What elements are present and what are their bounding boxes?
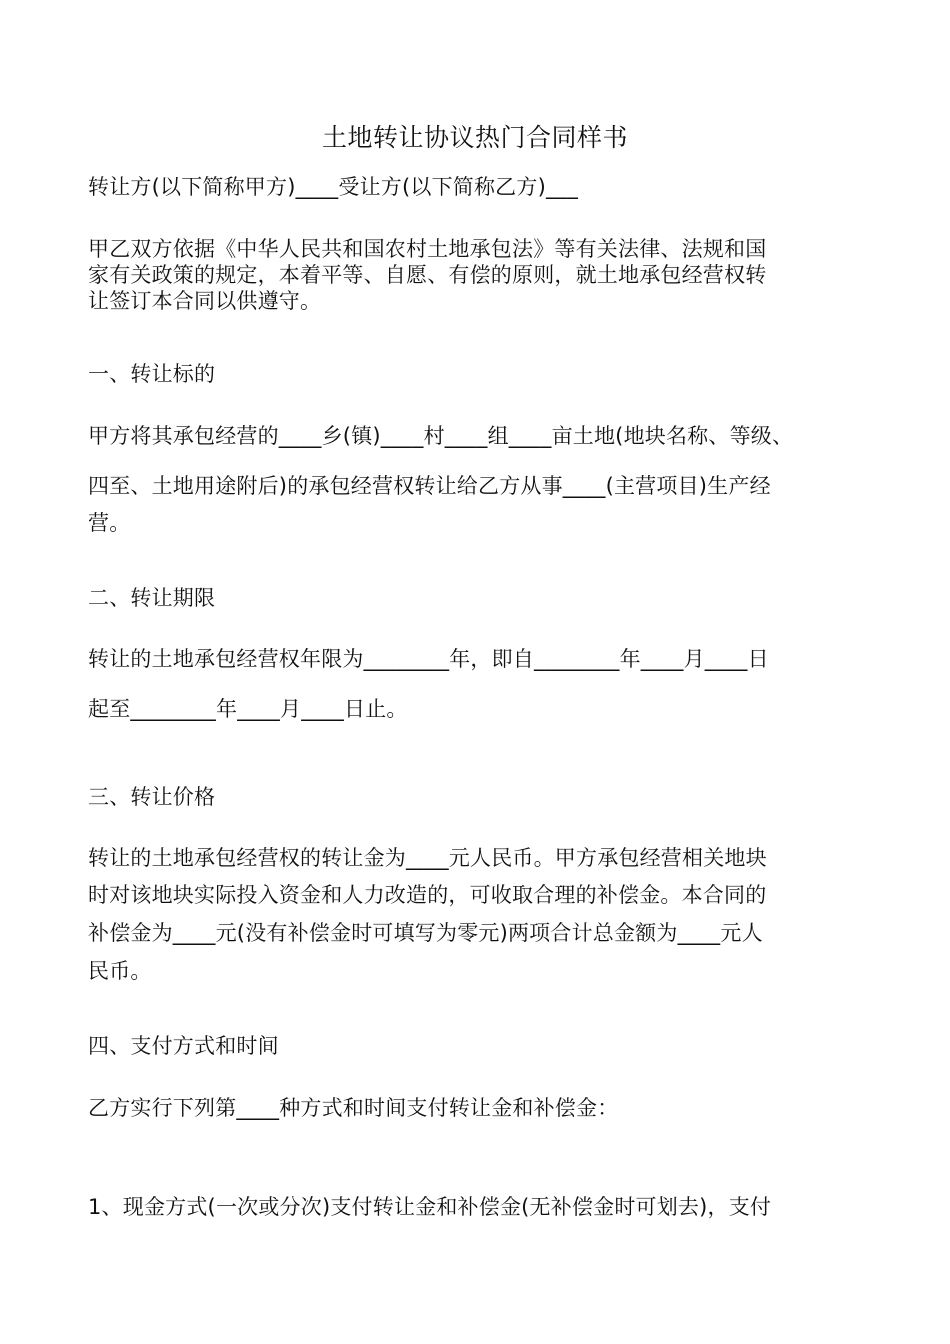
section-1-line-2: 四至、土地用途附后)的承包经营权转让给乙方从事____(主营项目)生产经 bbox=[88, 474, 771, 498]
section-heading-1: 一、转让标的 bbox=[88, 362, 216, 386]
parties-line: 转让方(以下简称甲方)____受让方(以下简称乙方)___ bbox=[88, 175, 579, 199]
section-3-line-3: 补偿金为____元(没有补偿金时可填写为零元)两项合计总金额为____元人 bbox=[88, 921, 763, 945]
section-2-line-2: 起至________年____月____日止。 bbox=[88, 697, 408, 721]
section-2-line-1: 转让的土地承包经营权年限为________年，即自________年____月____日 bbox=[88, 647, 769, 671]
preamble-line-2: 家有关政策的规定，本着平等、自愿、有偿的原则，就土地承包经营权转 bbox=[88, 263, 767, 287]
section-1-line-3: 营。 bbox=[88, 511, 131, 535]
section-4-line-1: 乙方实行下列第____种方式和时间支付转让金和补偿金： bbox=[88, 1096, 619, 1120]
section-1-line-1: 甲方将其承包经营的____乡(镇)____村____组____亩土地(地块名称、等级、 bbox=[88, 424, 794, 448]
preamble-line-1: 甲乙双方依据《中华人民共和国农村土地承包法》等有关法律、法规和国 bbox=[88, 237, 767, 261]
section-heading-4: 四、支付方式和时间 bbox=[88, 1034, 279, 1058]
preamble-line-3: 让签订本合同以供遵守。 bbox=[88, 289, 322, 313]
section-3-line-1: 转让的土地承包经营权的转让金为____元人民币。甲方承包经营相关地块 bbox=[88, 846, 767, 870]
section-4-item-1: 1、现金方式(一次或分次)支付转让金和补偿金(无补偿金时可划去)，支付 bbox=[88, 1195, 772, 1219]
document-title: 土地转让协议热门合同样书 bbox=[321, 123, 628, 152]
section-3-line-4: 民币。 bbox=[88, 959, 152, 983]
section-3-line-2: 时对该地块实际投入资金和人力改造的，可收取合理的补偿金。本合同的 bbox=[88, 883, 767, 907]
section-heading-2: 二、转让期限 bbox=[88, 586, 216, 610]
section-heading-3: 三、转让价格 bbox=[88, 785, 216, 809]
